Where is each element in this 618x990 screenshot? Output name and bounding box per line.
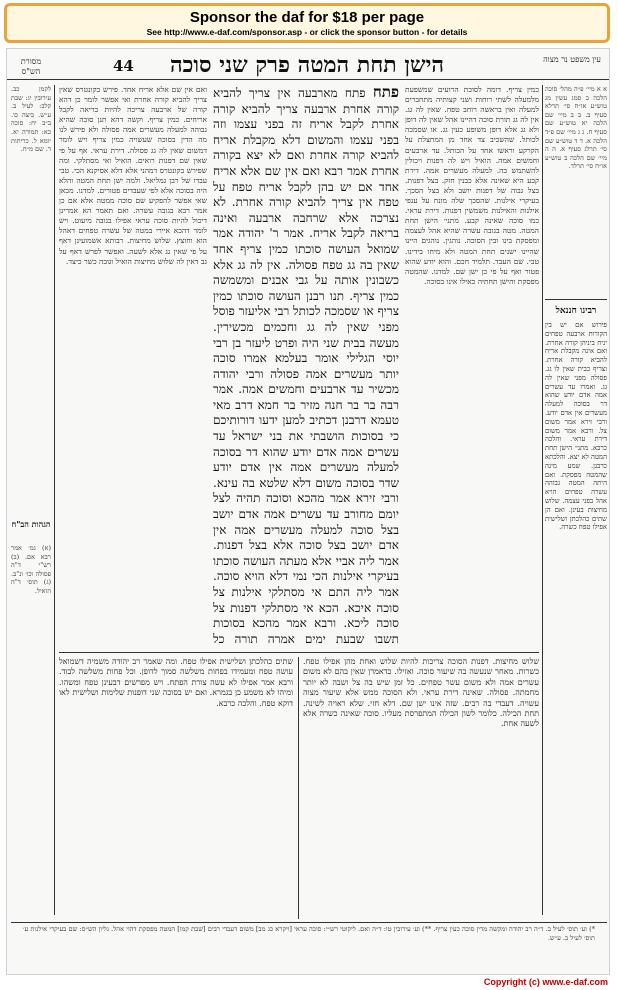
gemara-opening-word: פתח [372, 85, 399, 101]
rashi-lower-column: שלוש מחיצות. דפנות הסוכה צריכות להיות שלוש ואחת מהן אפילו טפח. כשרות. מאחר שנעשה בה שיעור סוכה. ואזילו. כדאמרן שאין בהם לא משום עשרים אמה ולא משום עשר טפחים. כל זמן שיש בה צל ושבה לא יותר מחמתה. פסולה. שאינה דירת עראי. ולא הסוכה ממש אלא שיעור מצוה עשויה. דעבדי בה רבים. שזה אינו ישן שם. דלא חזי. שלא ראויה לשינה. תחת הכילה. כלומר לשון הכילה המתפרסת מעליו. סוכה שאינה כשרה אלא לשעה אחת. [303, 657, 539, 729]
rabbeinu-chananel-column: פירוש אם יש בין הקורות ארבעה טפחים יניח ביניהן קורה אחרת. ואם אינה מקבלת אריח להביא קורה אחרת. וצריף כבית שאין לו גג. פסולה מפני שאין לה גג. ואמרו עד עשרים אמה אדם יודע שהוא דר בסוכה למעלה מעשרים אין אדם יודע. ורבי זירא אמר משום צל. ורבא אמר משום דירת עראי. והלכה כרבא. מתני׳ הישן תחת המטה לא יצא. והלכתא כרבנן. שמע מינה שהמטה מפסקת. ואם היתה המטה גבוהה עשרה טפחים הויא אהל בפני עצמה. שלוש מחיצות בעינן. ואם הן שתים כהלכתן ושלישית אפילו טפח כשרה. [545, 321, 607, 532]
left-margin-rule [54, 85, 55, 915]
lower-section-rule [59, 652, 539, 653]
sponsor-banner-title[interactable]: Sponsor the daf for $18 per page [189, 9, 425, 26]
ein-mishpat-heading: עין משפט נר מצוה [543, 55, 601, 64]
masoret-hashas-heading: מסורת הש"ס [20, 57, 42, 76]
copyright-notice[interactable]: Copyright (c) www.e-daf.com [483, 977, 608, 987]
bottom-notes: *) וע׳ תוס׳ לעיל ב. ד״ה רב יהודה ומקשה מדין סוכה כעין צריף. **) וע׳ עירובין טו: ד״ה ואם. ליקוטי רש״י: סוכה עראי [ויקרא כג מב] משום דעבדי רבים [שבת קמו] המטה מפסקת דהוי אהל. גליון הש״ס: שם בעיקרי אילנות ע׳ תוס׳ לעיל ב. ע״ש. [23, 925, 595, 942]
tosafot-lower-column: שתים כהלכתן ושלישית אפילו טפח. ומה שאמר רב יהודה משמיה דשמואל עושה טפח ומעמידו בפחות משלשה סמוך לדופן. וכל פחות משלשה לבוד. ורבא אמר אפילו לא עשה צורת הפתח. ויש מפרשים דבעינן טפח ומשהו. ומיהו לא משמע כן בגמרא. ואם יש בסוכה שני דופנות שלימות ושלישית לאו דוקא טפח. והלכה כרבא. [59, 657, 293, 708]
talmud-page [6, 48, 610, 975]
header-rule [7, 79, 610, 80]
hagahot-habach-label: הגהות הב"ח [11, 519, 51, 529]
rashi-column: כמין צריף. דומה לסוכת הרועים שמשפעת מלמעלה לשתי רוחות ושני קצותיה מתחברים למעלה ואין בראשה רוחב טפח. שאין לה גג. אין לה גג תורת סוכה דהיינו אהל שאין לה דופן ולא גג אלא דופן משופע כעין גג. או שסמכה לכותל. שהשכיב צד אחד מן המחצלת על הקרקע וראשו אחד על הכותל. עד ארבעים וחמשים אמה. הואיל ויש לה דפנות ויכולין להשתמש בה. למעלה מעשרים אמה. דירת קבע היא שאינה אלא כבנין חזק. בצל דפנות. בצל גבוה של דפנות יושב ולא בצל הסכך. בעיקרי אילנות. שהסכך שלה מונח על ענפי אילנות והאילנות משמשין דפנות. דירת עראי. כמו סוכה שאינה קבע. מתני׳ הישן תחת המטה. מטה בגובה עשרה שהיא אהל לעצמה ומפסקת בינו ובין הסוכה. נוהגין. נוהגים היינו שהיינו ישנים תחת המטה ולא מיחו בידינו. טבי. שם העבד. תלמיד חכם. והוא יודע שהוא פטור ואף על פי כן ישן שם. למדנו. שהמטה מפסקת והישן תחתיה כאילו אינו בסוכה. [405, 85, 539, 286]
masoret-hashas-column: לקמן כב. עירובין יג: שבת קלב: לעיל ב. ע״ש. ביצה כו. ב״ב יח: סוכה כא: תמורה יא. יומא ל. כריתות ד. שם מ״ח. [11, 85, 51, 154]
ein-mishpat-rule [545, 299, 607, 300]
sponsor-banner-subtitle[interactable]: See http://www.e-daf.com/sponsor.asp - or click the sponsor button - for details [146, 27, 468, 37]
ein-mishpat-column: א א מיי׳ פ״ה מהל׳ סוכה הלכה ב סמג עשין מג טוש״ע או״ח סי׳ תרלא סעיף ב. ב ב מיי׳ שם הלכה יא טוש״ע שם סעיף ח. ג ג מיי׳ שם פ״ד הלכה א. ד ד טוש״ע שם סי׳ תרלג סעיף א. ה ה מיי׳ שם הלכה ב טוש״ע או״ח סי׳ תרלד. [545, 85, 607, 171]
gemara-main-text [213, 85, 399, 647]
folio-number: 44 [113, 57, 134, 75]
sponsor-banner[interactable] [4, 3, 610, 43]
hagahot-habach-text: (א) גמ׳ אמר רבא אם. (ב) רש"י ד"ה פסולה וכו׳ ונ"ב. (ג) תוס׳ ד"ה הואיל. [11, 544, 51, 595]
tosafot-column: ואם אין שם אלא אריח אחד. פירש בקונטרס שאין צריך להביא קורה אחרת ואי אפשר לומר כן דהא קורה של ארבעה צריכה להיות בריאה לקבל אריחים. כמין צריף. וקשה דהא תנן סוכה שהיא גבוהה למעלה מעשרים אמה פסולה ולא פירש לנו מה הדין בסוכה שעשויה כמין צריף ויש לומר דמשום שאין לה גג פסולה. דירת עראי. אף על פי שאין שם דפנות רואים. הואיל ואי מסתלקי. ומה שפירש בקונטרס דמהני אלא דלא אסיקנא הכי. טבי עבדו של רבן גמליאל. ולמה ישן תחת המטה והלא היה בסוכה אלא לפי שעבדים פטורים. למדנו. מכאן שאי אפשר להפקיע שם סוכה ממטה אלא אם כן אמר רבא בגובה עשרה. ואם תאמר הא אמרינן דיכול להיות סוכה עראי אפילו בגובה מיעוט. ויש לומר דהכא איירי במטה של עשרה טפחים דאהל הוא וחוצץ. שלוש מחיצות. רבותא אשמועינן דאף על פי שאין גג אלא לשעה. ואפשר לפרש דאף על גב דאין לה שלוש מחיצות הואיל וגובה כשר כיצד. [59, 85, 207, 266]
right-margin-rule [542, 85, 543, 915]
rabbeinu-chananel-heading: רבינו חננאל [545, 305, 607, 316]
footnote-rule [11, 922, 607, 923]
lower-column-rule [298, 657, 299, 919]
gemara-text: פתח מארבעה אין צריך להביא קורה אחרת ארבעה צריך להביא קורה אחרת לקבל אריח זה בפני עצמו וזה בפני עצמו והמשום דלא מקבלת אריח להביא קורה אחרת ואם לא יצא בקורה אחרת אמר רבא ואם אין שם אלא אריח אחד אם יש בהן לקבל אריח טפח על טפח אין צריך להביא קורה אחרת. לא נצרכה אלא שרחבה ארבעה ואינה בריאה לקבל אריח. אמר ר' יהודה אמר שמואל העושה סוכתו כמין צריף אחד שאין בה גג טפח פסולה. אין לה גג אלא כשבונין אותה על גבי אבנים ומשמשה כמין צריף. תנו רבנן העושה סוכתו כמין צריף או שסמכה לכותל רבי אליעזר פוסל מפני שאין לה גג וחכמים מכשירין. מעשה בבית שני היה ופרט ליעזר בן רבי יוסי הגלילי אומר בעלמא אמרו סוכה יותר מעשרים אמה פסולה ורבי יהודה מכשיר עד ארבעים וחמשים אמה. אמר רבה בר בר חנה מזיר בר חמא דרב מאי טעמא דרבנן דכתיב למען ידעו דורותיכם כי בסוכות הושבתי את בני ישראל עד עשרים אמה אדם יודע שהוא דר בסוכה למעלה מעשרים אמה אין אדם יודע שדר בסוכה משום דלא שלטא בה עינא. ורבי זירא אמר מהכא וסוכה תהיה לצל יומם מחורב עד עשרים אמה אדם יושב בצל סוכה למעלה מעשרים אמה אין אדם יושב בצל סוכה אלא בצל דפנות. אמר ליה אביי אלא מעתה העושה סוכתו בעיקרי אילנות הכי נמי דלא הויא סוכה. אמר ליה התם אי מסתלקי אילנות צל סוכה איכא. הכא אי מסתלקי דפנות צל סוכה ליכא. ורבא אמר מהכא בסוכות תשבו שבעת ימים אמרה תורה כל [213, 86, 399, 646]
page-title: הישן תחת המטה פרק שני סוכה [170, 52, 444, 78]
